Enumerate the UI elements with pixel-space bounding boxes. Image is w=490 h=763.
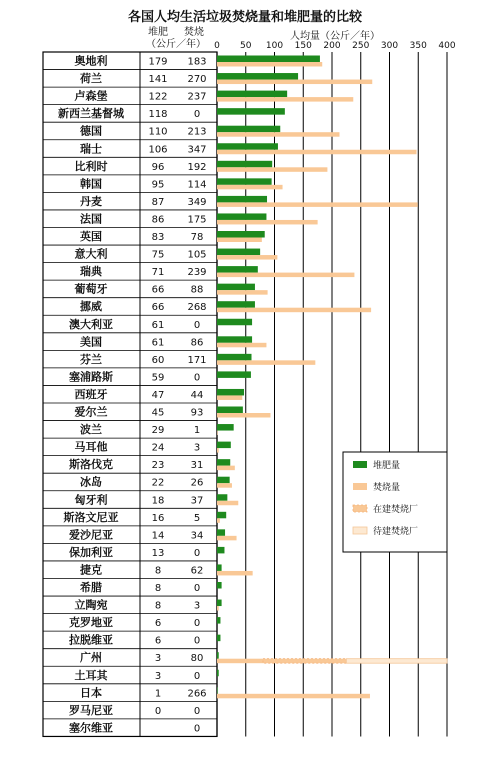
category-label: 西班牙 bbox=[74, 387, 108, 401]
category-label: 奥地利 bbox=[74, 54, 108, 68]
compost-value-label: 96 bbox=[151, 161, 165, 173]
burn-value-label: 192 bbox=[187, 161, 207, 173]
compost-value-label: 179 bbox=[148, 56, 168, 68]
compost-bar bbox=[217, 319, 252, 326]
burn-bar bbox=[217, 360, 315, 365]
compost-bar bbox=[217, 196, 267, 203]
category-label: 罗马尼亚 bbox=[69, 703, 113, 717]
burn-value-label: 37 bbox=[190, 495, 204, 507]
compost-value-label: 106 bbox=[148, 144, 168, 156]
burn-value-label: 78 bbox=[190, 232, 204, 243]
compost-bar bbox=[217, 617, 220, 624]
burn-value-label: 270 bbox=[187, 74, 207, 86]
burn-value-label: 3 bbox=[193, 600, 201, 612]
burn-value-label: 171 bbox=[187, 354, 207, 366]
compost-bar bbox=[217, 73, 298, 80]
category-label: 英国 bbox=[80, 230, 102, 243]
burn-bar bbox=[217, 395, 242, 400]
compost-value-label: 86 bbox=[151, 214, 165, 226]
burn-value-label: 86 bbox=[190, 337, 204, 349]
category-label: 德国 bbox=[80, 124, 102, 138]
compost-value-label: 75 bbox=[151, 249, 165, 261]
compost-value-label: 47 bbox=[151, 389, 165, 401]
compost-value-label: 8 bbox=[154, 565, 162, 577]
burn-value-label: 268 bbox=[187, 302, 207, 314]
compost-value-label: 66 bbox=[151, 302, 165, 314]
planned-bar bbox=[346, 659, 447, 664]
category-label: 卢森堡 bbox=[74, 89, 108, 103]
compost-value-label: 8 bbox=[154, 583, 162, 594]
burn-value-label: 114 bbox=[187, 179, 207, 191]
compost-bar bbox=[217, 178, 272, 185]
compost-bar bbox=[217, 477, 230, 484]
compost-bar bbox=[217, 442, 231, 449]
compost-value-label: 45 bbox=[151, 407, 165, 419]
burn-value-label: 93 bbox=[190, 407, 204, 419]
burn-value-label: 237 bbox=[187, 91, 207, 103]
compost-value-label: 95 bbox=[151, 179, 165, 191]
compost-bar bbox=[217, 108, 285, 115]
legend-label: 待建焚烧厂 bbox=[373, 527, 419, 537]
compost-bar bbox=[217, 284, 255, 291]
burn-value-label: 26 bbox=[190, 477, 204, 489]
burn-value-label: 88 bbox=[190, 284, 204, 296]
category-label: 澳大利亚 bbox=[69, 317, 113, 331]
burn-value-label: 0 bbox=[193, 583, 201, 594]
compost-value-label: 13 bbox=[151, 547, 165, 559]
x-tick-label: 150 bbox=[294, 41, 312, 51]
category-label: 拉脱维亚 bbox=[69, 633, 113, 647]
compost-value-label: 122 bbox=[148, 91, 168, 103]
category-label: 瑞士 bbox=[80, 142, 102, 156]
compost-bar bbox=[217, 459, 230, 466]
burn-value-label: 266 bbox=[187, 688, 207, 700]
x-tick-label: 250 bbox=[352, 41, 370, 51]
burn-value-label: 3 bbox=[193, 442, 201, 454]
compost-bar bbox=[217, 389, 244, 396]
compost-value-label: 23 bbox=[151, 460, 165, 472]
compost-bar bbox=[217, 687, 218, 694]
compost-bar bbox=[217, 336, 252, 343]
category-label: 荷兰 bbox=[80, 72, 102, 86]
compost-bar bbox=[217, 529, 225, 536]
burn-bar bbox=[217, 518, 220, 523]
compost-bar bbox=[217, 126, 280, 133]
category-label: 新西兰基督城 bbox=[58, 107, 124, 121]
burn-bar bbox=[217, 273, 354, 278]
burn-value-label: 31 bbox=[190, 460, 204, 472]
compost-value-label: 18 bbox=[151, 495, 165, 507]
category-label: 斯洛伐克 bbox=[69, 458, 113, 472]
compost-bar bbox=[217, 354, 252, 361]
category-label: 保加利亚 bbox=[69, 545, 113, 559]
burn-value-label: 80 bbox=[190, 653, 204, 665]
category-label: 克罗地亚 bbox=[69, 616, 113, 630]
burn-value-label: 0 bbox=[193, 723, 201, 735]
compost-value-label: 87 bbox=[151, 196, 165, 208]
category-label: 美国 bbox=[80, 335, 102, 349]
category-label: 日本 bbox=[80, 686, 102, 700]
burn-bar bbox=[217, 255, 277, 259]
burn-value-label: 0 bbox=[193, 372, 201, 384]
compost-bar bbox=[217, 213, 266, 220]
x-tick-label: 200 bbox=[323, 41, 341, 51]
category-label: 意大利 bbox=[74, 247, 108, 261]
legend-swatch bbox=[353, 527, 367, 534]
compost-value-label: 110 bbox=[148, 126, 168, 138]
category-label: 土耳其 bbox=[74, 668, 108, 682]
compost-value-label: 66 bbox=[151, 284, 165, 296]
category-label: 广州 bbox=[80, 651, 102, 665]
burn-value-label: 0 bbox=[193, 109, 201, 121]
burn-bar bbox=[217, 97, 353, 102]
burn-bar bbox=[217, 536, 237, 541]
burn-bar bbox=[217, 220, 318, 225]
category-label: 捷克 bbox=[80, 563, 102, 577]
category-label: 法国 bbox=[80, 212, 102, 226]
compost-bar bbox=[217, 600, 222, 607]
x-tick-label: 400 bbox=[438, 41, 456, 51]
burn-value-label: 34 bbox=[190, 530, 204, 542]
burn-bar bbox=[217, 571, 253, 576]
x-tick-label: 50 bbox=[240, 41, 252, 51]
burn-value-label: 0 bbox=[193, 635, 201, 647]
legend-swatch bbox=[353, 461, 367, 468]
burn-value-label: 347 bbox=[187, 144, 207, 156]
compost-bar bbox=[217, 547, 224, 554]
burn-value-label: 105 bbox=[187, 249, 207, 261]
category-label: 希腊 bbox=[80, 581, 102, 594]
burn-value-label: 0 bbox=[193, 705, 201, 717]
burn-bar bbox=[217, 343, 266, 348]
burn-bar bbox=[217, 290, 268, 295]
axis-unit-label: 人均量（公斤／年） bbox=[290, 31, 380, 42]
category-label: 斯洛文尼亚 bbox=[63, 510, 119, 524]
burn-bar bbox=[217, 483, 232, 488]
unit-column-header: （公斤／年） bbox=[146, 39, 206, 50]
burn-bar bbox=[217, 80, 372, 85]
category-label: 比利时 bbox=[74, 159, 108, 173]
category-label: 塞浦路斯 bbox=[69, 370, 113, 384]
compost-value-label: 22 bbox=[151, 477, 165, 489]
compost-value-label: 14 bbox=[151, 530, 165, 542]
burn-bar bbox=[217, 150, 417, 155]
x-tick-label: 300 bbox=[380, 41, 399, 51]
compost-value-label: 61 bbox=[151, 337, 165, 349]
burn-value-label: 0 bbox=[193, 618, 201, 630]
compost-bar bbox=[217, 249, 260, 256]
burn-value-label: 5 bbox=[193, 512, 201, 524]
x-tick-label: 350 bbox=[409, 41, 427, 51]
burn-bar bbox=[217, 501, 238, 506]
compost-bar bbox=[217, 56, 320, 63]
burn-value-label: 0 bbox=[193, 670, 201, 682]
compost-bar bbox=[217, 407, 243, 414]
burn-value-label: 183 bbox=[187, 56, 207, 68]
compost-bar bbox=[217, 564, 222, 571]
compost-value-label: 8 bbox=[154, 600, 162, 612]
compost-value-label: 24 bbox=[151, 442, 165, 454]
compost-value-label: 61 bbox=[151, 319, 165, 331]
category-label: 韩国 bbox=[80, 177, 102, 191]
category-label: 瑞典 bbox=[80, 265, 102, 279]
compost-bar bbox=[217, 161, 272, 168]
burn-bar bbox=[217, 132, 339, 137]
category-label: 丹麦 bbox=[80, 194, 102, 208]
burn-bar bbox=[217, 167, 327, 172]
burn-bar bbox=[217, 659, 263, 664]
burn-value-label: 0 bbox=[193, 319, 201, 331]
burn-bar bbox=[217, 185, 283, 190]
compost-bar bbox=[217, 143, 278, 150]
burn-bar bbox=[217, 202, 418, 207]
burn-value-label: 213 bbox=[187, 126, 207, 138]
category-label: 爱尔兰 bbox=[74, 405, 108, 419]
compost-bar bbox=[217, 301, 255, 308]
compost-bar bbox=[217, 231, 265, 238]
legend-label: 在建焚烧厂 bbox=[373, 505, 419, 515]
compost-value-label: 1 bbox=[154, 688, 162, 700]
compost-column-header: 堆肥 bbox=[148, 27, 168, 38]
burn-value-label: 62 bbox=[190, 565, 204, 577]
compost-value-label: 71 bbox=[151, 267, 165, 279]
legend-swatch bbox=[353, 505, 367, 512]
compost-value-label: 6 bbox=[154, 635, 162, 647]
burn-bar bbox=[217, 308, 371, 313]
compost-bar bbox=[217, 635, 220, 642]
compost-value-label: 3 bbox=[154, 653, 162, 665]
compost-value-label: 29 bbox=[151, 425, 165, 437]
burn-bar bbox=[217, 466, 235, 471]
compost-bar bbox=[217, 652, 219, 659]
category-label: 冰岛 bbox=[80, 475, 102, 489]
burn-bar bbox=[217, 431, 218, 436]
category-label: 葡萄牙 bbox=[74, 282, 108, 296]
legend-swatch bbox=[353, 483, 367, 490]
compost-value-label: 60 bbox=[151, 354, 165, 366]
category-label: 芬兰 bbox=[80, 352, 102, 366]
compost-value-label: 6 bbox=[154, 618, 162, 630]
compost-bar bbox=[217, 91, 287, 98]
category-label: 塞尔维亚 bbox=[69, 721, 113, 735]
compost-value-label: 118 bbox=[148, 109, 168, 121]
burn-bar bbox=[217, 606, 219, 611]
compost-value-label: 83 bbox=[151, 232, 165, 243]
compost-bar bbox=[217, 582, 222, 589]
compost-value-label: 16 bbox=[151, 512, 165, 524]
burn-value-label: 239 bbox=[187, 267, 207, 279]
burn-bar bbox=[217, 413, 270, 418]
compost-value-label: 59 bbox=[151, 372, 165, 384]
legend-label: 堆肥量 bbox=[373, 461, 401, 471]
compost-value-label: 0 bbox=[154, 705, 162, 717]
compost-bar bbox=[217, 371, 251, 378]
category-label: 匈牙利 bbox=[74, 493, 108, 507]
burn-bar bbox=[217, 238, 262, 243]
burn-bar bbox=[217, 62, 322, 67]
category-label: 挪威 bbox=[80, 300, 102, 314]
burn-column-header: 焚烧 bbox=[184, 27, 204, 38]
burn-value-label: 349 bbox=[187, 196, 207, 208]
burn-bar bbox=[217, 694, 370, 699]
legend-label: 焚烧量 bbox=[373, 483, 401, 493]
category-label: 立陶宛 bbox=[74, 598, 108, 612]
category-label: 波兰 bbox=[80, 423, 102, 437]
compost-bar bbox=[217, 266, 258, 273]
x-tick-label: 100 bbox=[265, 41, 284, 51]
compost-bar bbox=[217, 512, 226, 519]
burn-value-label: 44 bbox=[190, 389, 204, 401]
burn-value-label: 175 bbox=[187, 214, 207, 226]
compost-value-label: 3 bbox=[154, 670, 162, 682]
burn-bar bbox=[217, 448, 219, 453]
burn-value-label: 0 bbox=[193, 547, 201, 559]
compost-bar bbox=[217, 670, 219, 677]
x-tick-label: 0 bbox=[214, 41, 220, 51]
construction-bar bbox=[263, 659, 346, 664]
compost-bar bbox=[217, 424, 234, 431]
category-label: 马耳他 bbox=[74, 440, 108, 454]
chart-title: 各国人均生活垃圾焚烧量和堆肥量的比较 bbox=[127, 10, 362, 25]
category-label: 爱沙尼亚 bbox=[69, 528, 113, 542]
burn-value-label: 1 bbox=[193, 425, 201, 437]
compost-value-label: 141 bbox=[148, 74, 168, 86]
compost-bar bbox=[217, 494, 227, 501]
